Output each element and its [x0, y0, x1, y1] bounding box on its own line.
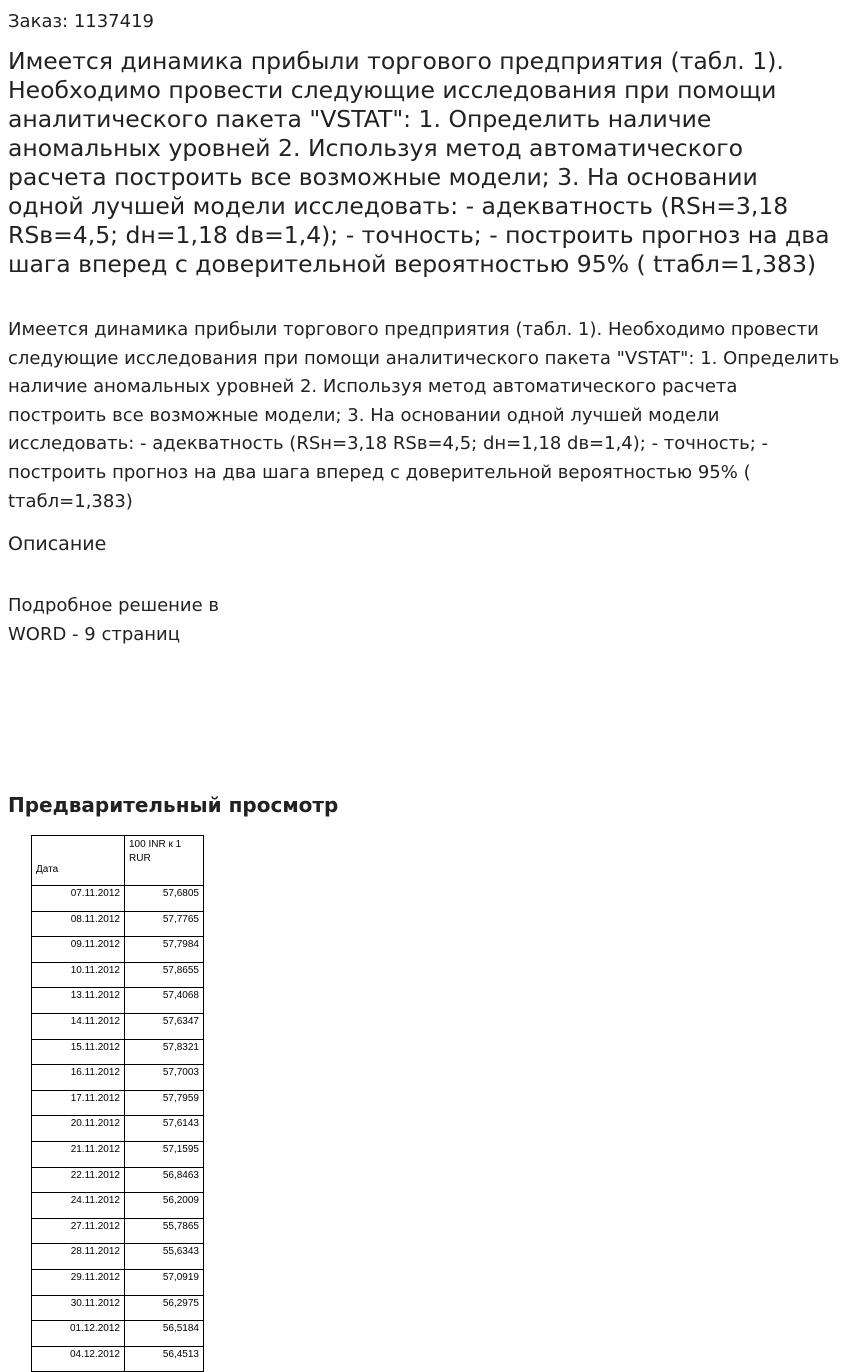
date-cell: 09.11.2012	[32, 937, 125, 963]
table-row	[32, 937, 204, 963]
order-number: Заказ: 1137419	[8, 11, 154, 32]
rate-cell: 57,6143	[125, 1116, 204, 1142]
rate-cell: 56,5184	[125, 1321, 204, 1347]
table-row	[32, 1321, 204, 1347]
table-row	[32, 1116, 204, 1142]
preview-table	[31, 835, 204, 1372]
table-row	[32, 1346, 204, 1372]
date-cell: 08.11.2012	[32, 911, 125, 937]
rate-cell: 57,7003	[125, 1065, 204, 1091]
date-cell: 10.11.2012	[32, 962, 125, 988]
rate-cell: 57,7959	[125, 1090, 204, 1116]
rate-cell: 55,6343	[125, 1244, 204, 1270]
rate-cell: 56,8463	[125, 1167, 204, 1193]
date-cell: 30.11.2012	[32, 1295, 125, 1321]
table-row	[32, 962, 204, 988]
page-title: Имеется динамика прибыли торгового предприятия (табл. 1). Необходимо провести следующие исследования при помощи аналитического пакета "VSTAT": 1. Определить наличие аномальных уровней 2. Используя метод автоматического расчета построить все возможные модели; 3. На основании одной лучшей модели исследовать: - адекватность (RSн=3,18 RSв=4,5; dн=1,18 dв=1,4); - точность; - построить прогноз на два шага вперед с доверительной вероятностью 95% ( tтабл=1,383)	[8, 47, 830, 278]
task-description: Имеется динамика прибыли торгового предприятия (табл. 1). Необходимо провести следующие исследования при помощи аналитического пакета "VSTAT": 1. Определить наличие аномальных уровней 2. Используя метод автоматического расчета построить все возможные модели; 3. На основании одной лучшей модели исследовать: - адекватность (RSн=3,18 RSв=4,5; dн=1,18 dв=1,4); - точность; - построить прогноз на два шага вперед с доверительной вероятностью 95% ( tтабл=1,383)	[8, 319, 840, 512]
description-section-label: Описание	[8, 533, 107, 555]
table-row	[32, 1141, 204, 1167]
rate-cell: 57,7984	[125, 937, 204, 963]
table-row	[32, 988, 204, 1014]
rate-cell: 57,6805	[125, 886, 204, 912]
column-header-date: Дата	[32, 836, 125, 886]
table-row	[32, 1269, 204, 1295]
date-cell: 27.11.2012	[32, 1218, 125, 1244]
rate-cell: 55,7865	[125, 1218, 204, 1244]
date-cell: 01.12.2012	[32, 1321, 125, 1347]
table-row	[32, 1090, 204, 1116]
date-cell: 16.11.2012	[32, 1065, 125, 1091]
rate-cell: 57,8321	[125, 1039, 204, 1065]
table-row	[32, 1193, 204, 1219]
table-row	[32, 1218, 204, 1244]
rate-cell: 56,2009	[125, 1193, 204, 1219]
rate-cell: 56,4513	[125, 1346, 204, 1372]
table-header-row	[32, 836, 204, 886]
rate-cell: 57,8655	[125, 962, 204, 988]
table-row	[32, 1295, 204, 1321]
table-row	[32, 1167, 204, 1193]
table-row	[32, 886, 204, 912]
date-cell: 28.11.2012	[32, 1244, 125, 1270]
rate-cell: 57,7765	[125, 911, 204, 937]
table-row	[32, 1013, 204, 1039]
table-row	[32, 1065, 204, 1091]
date-cell: 21.11.2012	[32, 1141, 125, 1167]
date-cell: 13.11.2012	[32, 988, 125, 1014]
table-body	[32, 886, 204, 1372]
table-row	[32, 1244, 204, 1270]
rate-cell: 56,2975	[125, 1295, 204, 1321]
date-cell: 04.12.2012	[32, 1346, 125, 1372]
solution-info: Подробное решение в WORD - 9 страниц	[8, 595, 220, 645]
date-cell: 22.11.2012	[32, 1167, 125, 1193]
date-cell: 14.11.2012	[32, 1013, 125, 1039]
rate-cell: 57,6347	[125, 1013, 204, 1039]
column-header-rate: 100 INR к 1 RUR	[125, 836, 204, 886]
rate-cell: 57,4068	[125, 988, 204, 1014]
date-cell: 17.11.2012	[32, 1090, 125, 1116]
date-cell: 29.11.2012	[32, 1269, 125, 1295]
table-row	[32, 1039, 204, 1065]
date-cell: 15.11.2012	[32, 1039, 125, 1065]
rate-cell: 57,0919	[125, 1269, 204, 1295]
rate-cell: 57,1595	[125, 1141, 204, 1167]
date-cell: 24.11.2012	[32, 1193, 125, 1219]
table-row	[32, 911, 204, 937]
date-cell: 07.11.2012	[32, 886, 125, 912]
preview-heading: Предварительный просмотр	[8, 793, 339, 817]
date-cell: 20.11.2012	[32, 1116, 125, 1142]
